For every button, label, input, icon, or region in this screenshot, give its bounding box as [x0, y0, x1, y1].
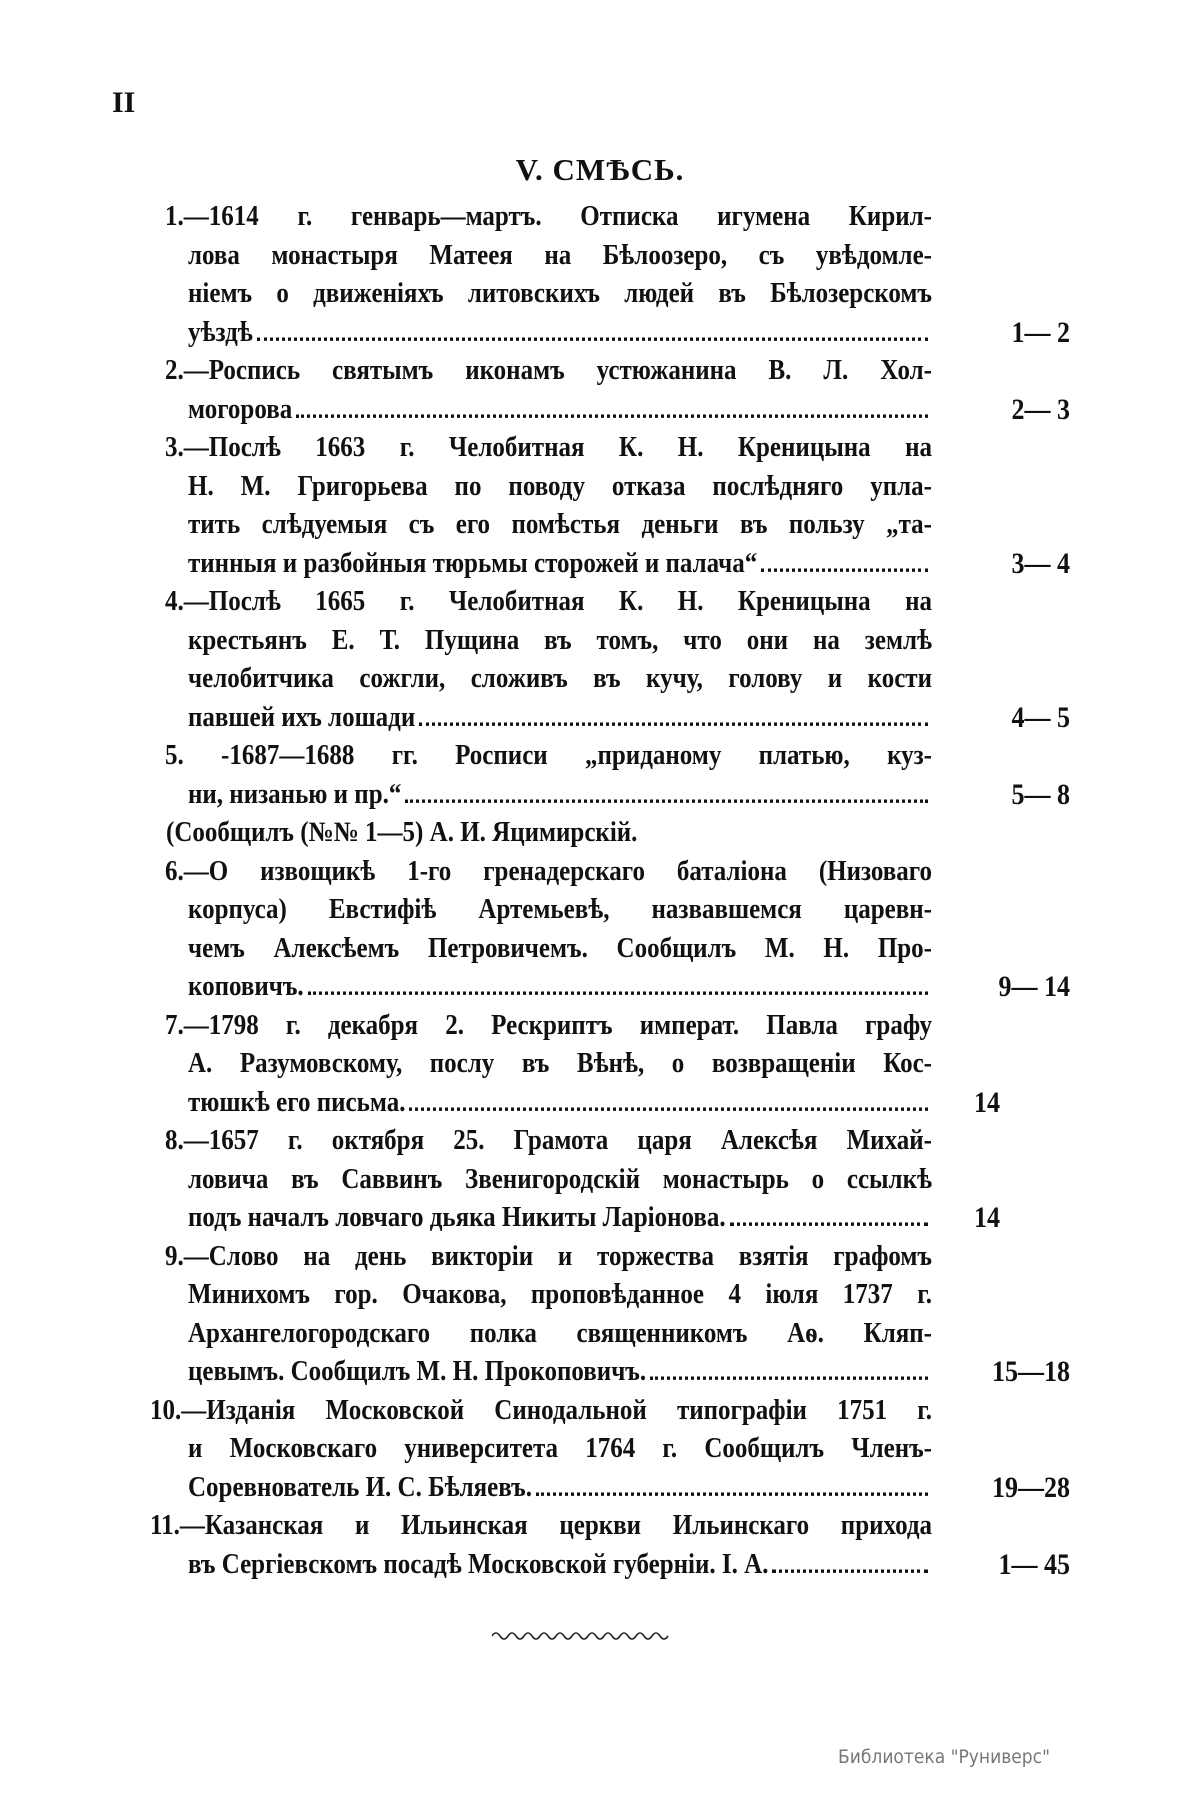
toc-entry-line: [165, 1120, 932, 1163]
toc-entry-text: уѣздѣ: [188, 316, 253, 348]
library-watermark: Библиотека "Руниверс": [838, 1746, 1050, 1768]
dot-leader: [257, 337, 928, 340]
toc-entry-text: крестьянъ Е. Т. Пущина въ томъ, что они на землѣ: [188, 624, 932, 656]
toc-entry-line: [188, 504, 932, 547]
dot-leader: [650, 1376, 928, 1379]
contributor-note: (Сообщилъ (№№ 1—5) А. И. Яцимирскій.: [166, 817, 638, 848]
toc-entry-text: 3.—Послѣ 1663 г. Челобитная К. Н. Креницына на: [165, 432, 932, 463]
dot-leader: [405, 799, 928, 802]
toc-entry-line: [188, 927, 932, 970]
toc-entry-text: ловича въ Саввинъ Звенигородскій монастырь о ссылкѣ: [188, 1163, 932, 1195]
toc-entry-line: [188, 1197, 932, 1240]
toc-entry-line: [188, 465, 932, 508]
toc-entry-line: [165, 1235, 932, 1278]
toc-entry-line: [165, 350, 932, 393]
toc-entry-text: 11.—Казанская и Ильинская церкви Ильинскаго прихода: [150, 1510, 932, 1541]
toc-entry-line: [165, 1004, 932, 1047]
page-range: 14: [974, 1201, 1000, 1234]
dot-leader: [409, 1107, 928, 1110]
page-range: 19—28: [992, 1470, 1070, 1504]
toc-entry-text: чемъ Алексѣемъ Петровичемъ. Сообщилъ М. Н. Про-: [188, 932, 932, 964]
toc-entry-line: [188, 1043, 932, 1086]
toc-entry-line: [165, 850, 932, 893]
page-range: 1— 2: [1011, 315, 1070, 349]
toc-entry-line: [188, 619, 932, 662]
toc-entry-line: [188, 889, 932, 932]
page-range: 2— 3: [1011, 392, 1070, 426]
dot-leader: [772, 1569, 928, 1572]
toc-entry-line: [188, 1312, 932, 1355]
toc-entry-text: 5. -1687—1688 гг. Росписи „приданому платью, куз-: [165, 740, 932, 771]
dot-leader: [419, 722, 928, 725]
toc-entry-text: подъ началъ ловчаго дьяка Никиты Ларіонова.: [188, 1202, 726, 1233]
toc-entry-text: 6.—О извощикѣ 1-го гренадерскаго баталіона (Низоваго: [165, 855, 932, 887]
page-range: 14: [974, 1085, 1000, 1119]
toc-entry-line: [188, 658, 932, 701]
toc-entry-text: и Московскаго университета 1764 г. Сообщилъ Членъ-: [188, 1433, 932, 1464]
toc-entry-line: [188, 234, 932, 277]
toc-entry-line: [188, 1543, 932, 1586]
toc-entry-text: въ Сергіевскомъ посадѣ Московской губерніи. І. А.: [188, 1548, 769, 1580]
toc-entry-line: [188, 542, 932, 585]
page-range: 4— 5: [1011, 700, 1070, 734]
toc-entry-text: лова монастыря Матеея на Бѣлоозеро, съ увѣдомле-: [188, 239, 932, 271]
toc-entry-line: [188, 311, 932, 354]
page-range: 9— 14: [998, 970, 1070, 1003]
dot-leader: [730, 1222, 928, 1225]
toc-entry-line: [188, 966, 932, 1009]
page-range: 3— 4: [1011, 546, 1070, 580]
separator-ornament: [492, 1628, 676, 1640]
toc-entry-text: 2.—Роспись святымъ иконамъ устюжанина В. Л. Хол-: [165, 355, 932, 386]
toc-entry-line: [188, 696, 932, 739]
toc-entry-text: 8.—1657 г. октября 25. Грамота царя Алексѣя Михай-: [165, 1125, 932, 1156]
toc-entry-line: [188, 1274, 932, 1317]
dot-leader: [308, 991, 928, 994]
toc-entry-text: 1.—1614 г. генварь—мартъ. Отписка игумена Кирил-: [165, 201, 932, 232]
toc-entry-line: [165, 581, 932, 624]
toc-entry-text: ніемъ о движеніяхъ литовскихъ людей въ Бѣлозерскомъ: [188, 278, 932, 309]
toc-entry-line: [150, 1389, 932, 1432]
dot-leader: [536, 1492, 928, 1495]
toc-entry-text: корпуса) Евстифіѣ Артемьевѣ, назвавшемся царевн-: [188, 894, 932, 925]
toc-entry-text: Н. М. Григорьева по поводу отказа послѣдняго упла-: [188, 470, 932, 502]
page-number: II: [112, 86, 136, 119]
toc-entry-text: тюшкѣ его письма.: [188, 1086, 406, 1118]
toc-entry-text: ни, низанью и пр.“: [188, 778, 402, 810]
toc-entry-line: [188, 1158, 932, 1201]
toc-entry-text: челобитчика сожгли, сложивъ въ кучу, голову и кости: [188, 663, 932, 694]
toc-entry-text: 9.—Слово на день викторіи и торжества взятія графомъ: [165, 1240, 932, 1272]
toc-entry-text: тить слѣдуемыя съ его помѣстья деньги въ пользу „та-: [188, 509, 932, 540]
toc-entry-text: Соревнователь И. С. Бѣляевъ.: [188, 1471, 532, 1503]
toc-entry-line: [188, 388, 932, 431]
dot-leader: [761, 568, 928, 571]
toc-entry-text: тинныя и разбойныя тюрьмы сторожей и палача“: [188, 547, 758, 579]
toc-entry-text: Минихомъ гор. Очакова, проповѣданное 4 іюля 1737 г.: [188, 1279, 932, 1310]
toc-entry-line: [188, 1081, 932, 1124]
toc-entry-line: [165, 196, 932, 239]
toc-entry-line: [150, 1505, 932, 1548]
toc-entry-line: [188, 1466, 932, 1509]
toc-entry-line: [188, 773, 932, 816]
toc-entry-text: 4.—Послѣ 1665 г. Челобитная К. Н. Креницына на: [165, 586, 932, 617]
toc-entry-line: [165, 735, 932, 778]
page-range: 5— 8: [1011, 777, 1070, 811]
page-range: 15—18: [992, 1355, 1070, 1388]
toc-entry-text: могорова: [188, 393, 293, 425]
dot-leader: [296, 414, 928, 417]
toc-entry-text: А. Разумовскому, послу въ Вѣнѣ, о возвращеніи Кос-: [188, 1048, 932, 1079]
toc-entry-text: павшей ихъ лошади: [188, 701, 416, 733]
toc-entry-text: Архангелогородскаго полка священникомъ Аѳ. Кляп-: [188, 1317, 932, 1349]
toc-entry-line: [165, 427, 932, 470]
toc-entry-text: 10.—Изданія Московской Синодальной типографіи 1751 г.: [150, 1394, 932, 1426]
page-range: 1— 45: [998, 1547, 1070, 1581]
toc-entry-text: 7.—1798 г. декабря 2. Рескриптъ императ. Павла графу: [165, 1009, 932, 1041]
toc-entry-line: [188, 1351, 932, 1394]
toc-entry-line: [188, 1428, 932, 1471]
section-title: V. СМѢСЬ.: [515, 152, 685, 187]
toc-entry-line: [188, 273, 932, 316]
toc-entry-text: коповичъ.: [188, 971, 304, 1002]
toc-entry-text: цевымъ. Сообщилъ М. Н. Прокоповичъ.: [188, 1356, 647, 1387]
